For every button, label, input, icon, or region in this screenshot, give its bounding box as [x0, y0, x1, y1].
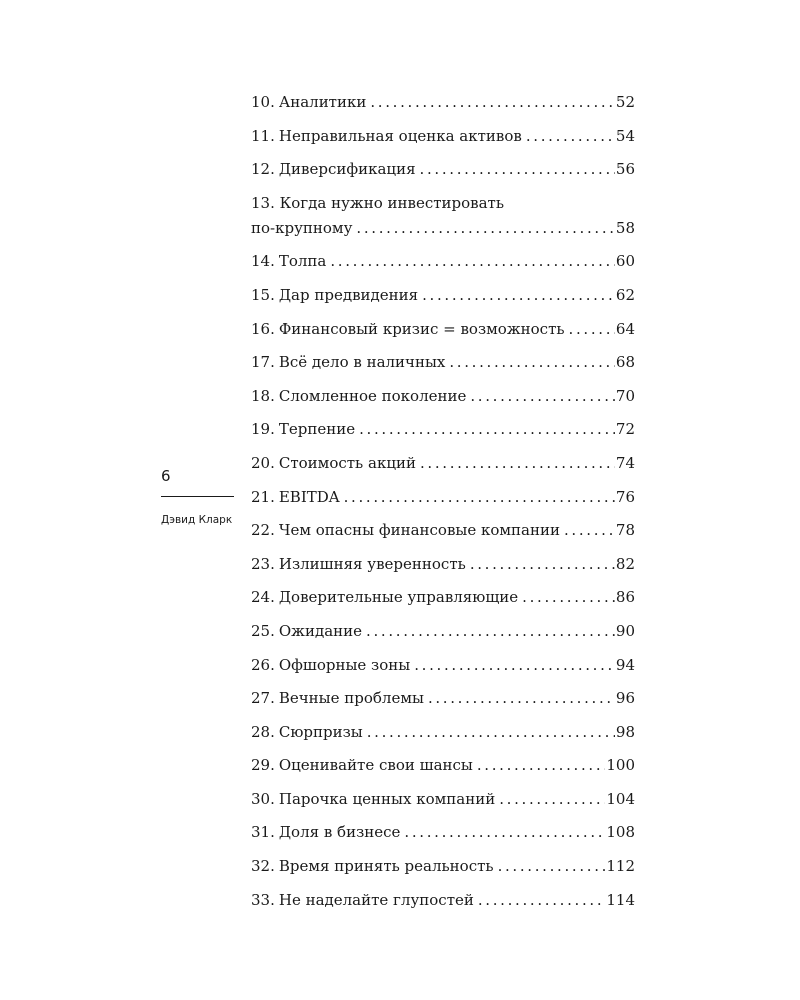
toc-entry-text: Не наделайте глупостей — [278, 890, 474, 909]
dot-leader — [569, 317, 615, 341]
toc-entry-text: Время принять реальность — [278, 857, 494, 876]
toc-entry-number: 12. — [251, 160, 275, 179]
toc-entry[interactable] — [251, 191, 635, 250]
toc-entry-title-continued: по-крупному — [251, 218, 353, 237]
dot-leader — [428, 686, 615, 710]
toc-entry-number: 21. — [251, 487, 275, 506]
toc-entry-number: 23. — [251, 554, 275, 573]
toc-entry-title — [251, 888, 474, 912]
dot-leader — [367, 720, 615, 744]
toc-entry-number: 14. — [251, 252, 275, 271]
toc-entry-text: Офшорные зоны — [278, 655, 411, 674]
toc-entry-page: 58 — [615, 218, 635, 237]
toc-entry-number: 22. — [251, 521, 275, 540]
dot-leader — [564, 518, 615, 542]
toc-entry-number: 15. — [251, 285, 275, 304]
toc-entry-text: Излишняя уверенность — [278, 554, 466, 573]
toc-entry-title — [251, 552, 466, 576]
toc-entry[interactable] — [251, 249, 635, 283]
toc-entry[interactable] — [251, 317, 635, 351]
toc-entry-page: 72 — [615, 420, 635, 439]
toc-entry-title — [251, 485, 340, 509]
toc-entry-page: 52 — [615, 93, 635, 111]
toc-entry-title — [251, 124, 522, 148]
table-of-contents — [251, 90, 635, 921]
dot-leader — [420, 157, 615, 181]
toc-entry[interactable] — [251, 686, 635, 720]
toc-entry[interactable] — [251, 653, 635, 687]
toc-entry[interactable] — [251, 585, 635, 619]
toc-entry-number: 17. — [251, 353, 275, 372]
toc-entry-page: 74 — [615, 453, 635, 472]
dot-leader — [478, 888, 605, 912]
dot-leader — [449, 350, 615, 374]
toc-entry[interactable] — [251, 124, 635, 158]
toc-entry-number: 10. — [251, 93, 275, 111]
toc-entry-title — [251, 585, 518, 609]
toc-entry-number: 25. — [251, 621, 275, 640]
toc-entry-page: 112 — [606, 857, 635, 876]
toc-entry-page: 108 — [606, 823, 635, 842]
toc-entry-title — [251, 854, 494, 878]
toc-entry-number: 33. — [251, 890, 275, 909]
dot-leader — [526, 124, 615, 148]
toc-entry-page: 62 — [615, 285, 635, 304]
toc-entry[interactable] — [251, 518, 635, 552]
toc-entry-title — [251, 283, 418, 307]
toc-entry-title — [251, 384, 466, 408]
toc-entry-text: EBITDA — [278, 487, 340, 506]
toc-entry-page: 56 — [615, 160, 635, 179]
toc-entry-text: Чем опасны финансовые компании — [278, 521, 560, 540]
dot-leader — [522, 585, 615, 609]
toc-entry-title — [251, 720, 363, 744]
toc-entry-number: 27. — [251, 689, 275, 708]
toc-entry-number: 28. — [251, 722, 275, 741]
toc-entry[interactable] — [251, 283, 635, 317]
toc-entry-number: 20. — [251, 453, 275, 472]
dot-leader — [356, 216, 614, 240]
toc-entry-page: 94 — [615, 655, 635, 674]
toc-entry-page: 104 — [606, 789, 635, 808]
toc-entry-number: 13. — [251, 193, 275, 212]
dot-leader — [470, 384, 615, 408]
dot-leader — [498, 854, 606, 878]
toc-entry-number: 26. — [251, 655, 275, 674]
toc-entry[interactable] — [251, 619, 635, 653]
dot-leader — [366, 619, 615, 643]
dot-leader — [404, 820, 605, 844]
toc-entry-title — [251, 518, 560, 542]
toc-entry-title — [251, 317, 565, 341]
toc-entry-number: 29. — [251, 756, 275, 775]
toc-entry-title — [251, 820, 400, 844]
toc-entry-text: Парочка ценных компаний — [278, 789, 496, 808]
toc-entry-title — [251, 191, 635, 216]
toc-entry-title — [251, 249, 326, 273]
toc-entry-page: 96 — [615, 689, 635, 708]
dot-leader — [477, 753, 605, 777]
toc-entry-text: Дар предвидения — [278, 285, 419, 304]
toc-entry[interactable] — [251, 451, 635, 485]
toc-entry-text: Финансовый кризис = возможность — [278, 319, 565, 338]
toc-entry-text: Сюрпризы — [278, 722, 363, 741]
toc-entry[interactable] — [251, 417, 635, 451]
toc-entry-page: 100 — [606, 756, 635, 775]
page-number: 6 — [161, 467, 171, 485]
toc-entry-text: Всё дело в наличных — [278, 353, 446, 372]
toc-entry[interactable] — [251, 854, 635, 888]
toc-entry[interactable] — [251, 753, 635, 787]
toc-entry-page: 64 — [615, 319, 635, 338]
toc-entry[interactable] — [251, 384, 635, 418]
toc-entry[interactable] — [251, 485, 635, 519]
toc-entry-title — [251, 753, 473, 777]
toc-entry-title — [251, 157, 416, 181]
toc-entry-page: 90 — [615, 621, 635, 640]
toc-entry-number: 30. — [251, 789, 275, 808]
toc-entry-page: 60 — [615, 252, 635, 271]
toc-entry-text: Доверительные управляющие — [278, 588, 519, 607]
toc-entry-title — [251, 90, 366, 114]
toc-entry[interactable] — [251, 787, 635, 821]
dot-leader — [470, 552, 615, 576]
toc-entry-page: 114 — [606, 890, 635, 909]
toc-entry-text: Стоимость акций — [278, 453, 416, 472]
toc-entry-page: 78 — [615, 521, 635, 540]
toc-entry-text: Толпа — [278, 252, 327, 271]
dot-leader — [330, 249, 615, 273]
dot-leader — [414, 653, 615, 677]
toc-entry-number: 19. — [251, 420, 275, 439]
toc-entry-page: 54 — [615, 126, 635, 145]
toc-entry-title — [251, 686, 424, 710]
running-author: Дэвид Кларк — [161, 514, 233, 526]
dot-leader — [499, 787, 605, 811]
dot-leader — [344, 485, 615, 509]
toc-entry-title — [251, 619, 362, 643]
margin-divider — [161, 496, 234, 497]
toc-entry-title — [251, 417, 355, 441]
toc-entry[interactable] — [251, 820, 635, 854]
dot-leader — [422, 283, 615, 307]
toc-entry-text: Диверсификация — [278, 160, 416, 179]
toc-entry-title — [251, 787, 495, 811]
toc-entry-text: Аналитики — [278, 93, 367, 111]
toc-entry-text: Терпение — [278, 420, 356, 439]
dot-leader — [420, 451, 615, 475]
toc-entry-number: 18. — [251, 386, 275, 405]
toc-entry-number: 24. — [251, 588, 275, 607]
toc-entry-page: 70 — [615, 386, 635, 405]
toc-entry-text: Вечные проблемы — [278, 689, 424, 708]
toc-entry-text: Сломленное поколение — [278, 386, 467, 405]
toc-entry-title — [251, 350, 445, 374]
toc-entry[interactable] — [251, 552, 635, 586]
toc-entry-title — [251, 451, 416, 475]
toc-entry-text: Когда нужно инвестировать — [279, 193, 505, 212]
toc-entry[interactable] — [251, 888, 635, 922]
toc-entry[interactable] — [251, 157, 635, 191]
dot-leader — [359, 417, 615, 441]
toc-entry-text: Оценивайте свои шансы — [278, 756, 473, 775]
toc-entry-text: Неправильная оценка активов — [278, 126, 522, 145]
toc-entry[interactable] — [251, 720, 635, 754]
toc-entry-number: 32. — [251, 857, 275, 876]
toc-entry-title — [251, 653, 410, 677]
toc-entry-text: Доля в бизнесе — [278, 823, 401, 842]
dot-leader — [370, 90, 615, 114]
toc-entry-number: 16. — [251, 319, 275, 338]
toc-entry-page: 82 — [615, 554, 635, 573]
toc-entry-number: 31. — [251, 823, 275, 842]
toc-entry-number: 11. — [251, 126, 275, 145]
toc-entry-page: 98 — [615, 722, 635, 741]
toc-entry[interactable] — [251, 350, 635, 384]
toc-entry[interactable] — [251, 90, 635, 124]
toc-entry-page: 76 — [615, 487, 635, 506]
toc-entry-page: 86 — [615, 588, 635, 607]
toc-entry-text: Ожидание — [278, 621, 363, 640]
toc-entry-page: 68 — [615, 353, 635, 372]
